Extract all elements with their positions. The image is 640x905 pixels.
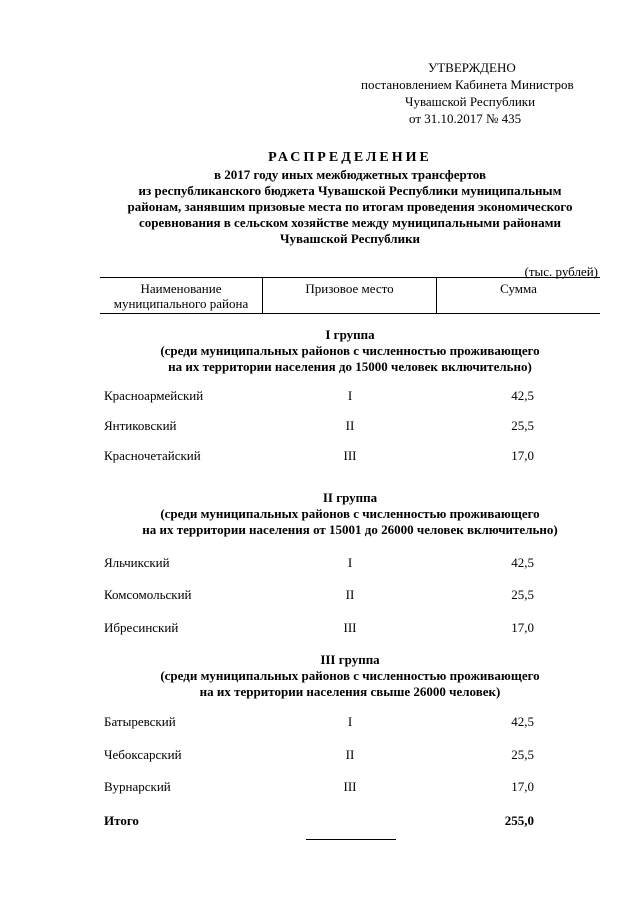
group-title: I группа — [325, 327, 375, 342]
group-title: III группа — [320, 652, 380, 667]
header-col-place-label: Призовое место — [305, 281, 394, 296]
prize-place: III — [343, 448, 357, 463]
district-name: Красночетайский — [104, 448, 201, 463]
district-name: Чебоксарский — [104, 747, 182, 762]
table-row — [104, 747, 534, 763]
approval-title: УТВЕРЖДЕНО — [428, 60, 516, 75]
district-name: Вурнарский — [104, 779, 171, 794]
group-heading — [100, 490, 600, 538]
amount: 17,0 — [511, 779, 534, 794]
group-description: на их территории населения до 15000 человек включительно) — [168, 359, 532, 374]
header-col-name — [100, 278, 263, 313]
group-description: (среди муниципальных районов с численностью проживающего — [160, 343, 540, 358]
table-row — [104, 620, 534, 636]
group-description: на их территории населения свыше 26000 человек) — [199, 684, 501, 699]
header-col-sum-label: Сумма — [500, 281, 537, 296]
amount: 42,5 — [511, 714, 534, 729]
header-col-name-line1: Наименование — [140, 281, 222, 296]
amount: 42,5 — [511, 555, 534, 570]
group-description: (среди муниципальных районов с численностью проживающего — [160, 506, 540, 521]
amount: 17,0 — [511, 448, 534, 463]
document-title — [100, 149, 600, 247]
prize-place: I — [347, 555, 353, 570]
header-col-name-line2: муниципального района — [113, 296, 249, 311]
total-amount: 255,0 — [504, 813, 534, 828]
table-row — [104, 388, 534, 404]
units-label: (тыс. рублей) — [524, 264, 598, 279]
amount: 25,5 — [511, 747, 534, 762]
table-row — [104, 779, 534, 795]
approval-date-number: от 31.10.2017 № 435 — [409, 111, 522, 126]
approval-stamp — [0, 60, 640, 130]
end-divider — [306, 839, 396, 840]
prize-place: II — [345, 587, 355, 602]
district-name: Красноармейский — [104, 388, 204, 403]
title-line: Чувашской Республики — [279, 231, 421, 246]
district-name: Янтиковский — [104, 418, 177, 433]
prize-place: I — [347, 714, 353, 729]
amount: 42,5 — [511, 388, 534, 403]
header-col-sum — [437, 278, 600, 313]
table-row — [104, 555, 534, 571]
amount: 17,0 — [511, 620, 534, 635]
table-row — [104, 714, 534, 730]
group-title: II группа — [322, 490, 378, 505]
district-name: Батыревский — [104, 714, 176, 729]
approval-line: Чувашской Республики — [405, 94, 536, 109]
prize-place: III — [343, 779, 357, 794]
district-name: Ибресинский — [104, 620, 179, 635]
approval-line: постановлением Кабинета Министров — [361, 77, 574, 92]
prize-place: II — [345, 747, 355, 762]
amount: 25,5 — [511, 418, 534, 433]
total-row — [104, 813, 534, 829]
title-line: из республиканского бюджета Чувашской Республики муниципальным — [138, 183, 562, 198]
prize-place: II — [345, 418, 355, 433]
title-line: соревнования в сельском хозяйстве между муниципальными районами — [138, 215, 562, 230]
district-name: Комсомольский — [104, 587, 192, 602]
table-row — [104, 448, 534, 464]
title-line: районам, занявшим призовые места по итогам проведения экономического — [127, 199, 573, 214]
amount: 25,5 — [511, 587, 534, 602]
total-label: Итого — [104, 813, 139, 828]
group-description: на их территории населения от 15001 до 26000 человек включительно) — [142, 522, 558, 537]
title-heading: РАСПРЕДЕЛЕНИЕ — [268, 150, 432, 165]
group-heading — [100, 327, 600, 375]
prize-place: III — [343, 620, 357, 635]
table-row — [104, 418, 534, 434]
prize-place: I — [347, 388, 353, 403]
group-description: (среди муниципальных районов с численностью проживающего — [160, 668, 540, 683]
district-name: Яльчикский — [104, 555, 170, 570]
header-col-place — [263, 278, 437, 313]
title-line: в 2017 году иных межбюджетных трансфертов — [214, 167, 486, 182]
group-heading — [100, 652, 600, 700]
table-header — [100, 277, 600, 314]
table-row — [104, 587, 534, 603]
